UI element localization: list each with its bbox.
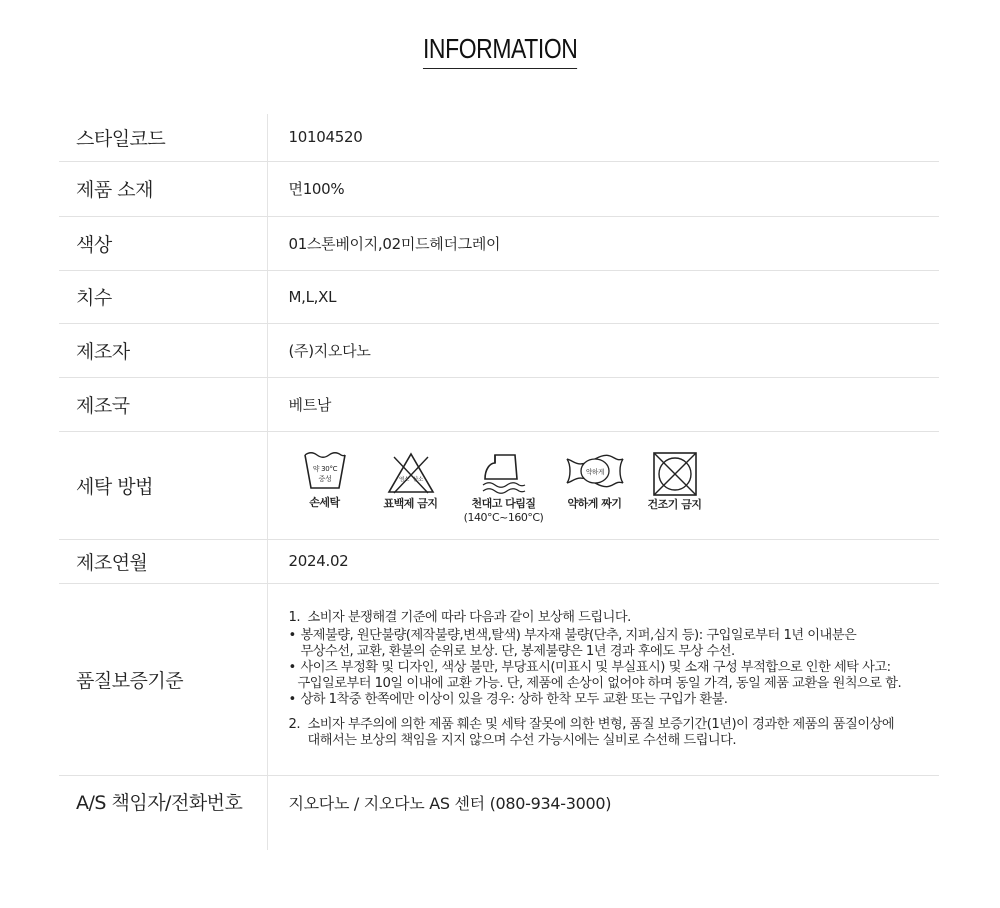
- value-washing: [267, 431, 939, 539]
- care-caption: 약하게 짜기: [567, 496, 622, 510]
- gentle-wring-icon: [565, 451, 625, 491]
- label-as: A/S 책임자/전화번호: [59, 775, 267, 850]
- gentle-wring-text: 약하게: [585, 467, 604, 476]
- quality-item-1-text: 소비자 분쟁해결 기준에 따라 다음과 같이 보상해 드립니다.: [307, 609, 631, 625]
- value-country: 베트남: [267, 377, 939, 431]
- bullet-symbol: •: [288, 691, 296, 707]
- hand-wash-neutral: 중성: [318, 474, 331, 483]
- label-country: 제조국: [59, 377, 267, 431]
- value-size: M,L,XL: [267, 270, 939, 323]
- quality-item-2: [289, 717, 939, 733]
- row-as: [59, 775, 939, 850]
- care-icons: [289, 447, 939, 524]
- hand-wash-icon: [303, 451, 347, 491]
- value-style-code: 10104520: [267, 114, 939, 161]
- quality-bullet-2: [289, 660, 939, 676]
- no-bleach-oxygen: 산소: [412, 476, 423, 483]
- label-maker: 제조자: [59, 323, 267, 377]
- no-bleach-chlorine: 염소: [398, 476, 409, 483]
- label-quality: 품질보증기준: [59, 583, 267, 775]
- label-washing: 세탁 방법: [59, 431, 267, 539]
- row-size: [59, 270, 939, 323]
- care-caption: 손세탁: [309, 495, 340, 509]
- row-material: [59, 161, 939, 216]
- care-caption: 건조기 금지: [647, 497, 702, 511]
- hand-wash-temp: 약 30°C: [312, 464, 337, 473]
- row-date: [59, 539, 939, 583]
- care-item-gentle-wring: [559, 451, 631, 511]
- quality-item-2-line-1: 소비자 부주의에 의한 제품 훼손 및 세탁 잘못에 의한 변형, 품질 보증기간(1년)이 경과한 제품의 품질이상에: [307, 716, 895, 732]
- care-item-hand-wash: [289, 451, 361, 510]
- quality-bullet-3: [289, 692, 939, 708]
- value-as: 지오다노 / 지오다노 AS 센터 (080-934-3000): [288, 793, 612, 813]
- bullet-symbol: •: [288, 627, 296, 643]
- no-bleach-icon: [386, 451, 436, 495]
- row-country: [59, 377, 939, 431]
- row-style-code: [59, 114, 939, 161]
- label-date: 제조연월: [59, 539, 267, 583]
- quality-bullet-1: [289, 628, 939, 644]
- value-material: 면100%: [267, 161, 939, 216]
- row-quality: [59, 583, 939, 775]
- quality-item-2-num: 2.: [288, 716, 301, 732]
- quality-bullet-1-line-2: 무상수선, 교환, 환불의 순위로 보상. 단, 봉제불량은 1년 경과 후에도 무상 수선.: [300, 643, 735, 659]
- label-size: 치수: [59, 270, 267, 323]
- page-title: INFORMATION: [423, 30, 578, 69]
- quality-bullet-1-line-1: 봉제불량, 원단불량(제작불량,변색,탈색) 부자재 불량(단추, 지퍼,심지 등): 구입일로부터 1년 이내분은: [300, 627, 857, 643]
- quality-item-1: [289, 610, 939, 626]
- care-sub-caption: (140°C~160°C): [463, 510, 544, 524]
- quality-terms: [289, 610, 939, 749]
- value-date: 2024.02: [267, 539, 939, 583]
- care-item-no-tumble-dry: [643, 451, 707, 512]
- quality-bullet-2-line-2: 구입일로부터 10일 이내에 교환 가능. 단, 제품에 손상이 없어야 하며 동일 가격, 동일 제품 교환을 원칙으로 함.: [297, 675, 902, 691]
- label-material: 제품 소재: [59, 161, 267, 216]
- value-maker: (주)지오다노: [267, 323, 939, 377]
- label-color: 색상: [59, 216, 267, 270]
- quality-item-2-line-2: 대해서는 보상의 책임을 지지 않으며 수선 가능시에는 실비로 수선해 드립니다.: [307, 732, 737, 748]
- quality-bullet-2-line-1: 사이즈 부정확 및 디자인, 색상 불만, 부당표시(미표시 및 부실표시) 및 소재 구성 부적합으로 인한 세탁 사고:: [300, 659, 891, 675]
- care-caption: 표백제 금지: [383, 496, 438, 510]
- iron-icon: [481, 451, 527, 495]
- value-quality: [267, 583, 939, 775]
- row-maker: [59, 323, 939, 377]
- quality-item-1-num: 1.: [288, 609, 301, 625]
- row-washing: [59, 431, 939, 539]
- page-title-wrap: [0, 30, 1000, 69]
- value-color: 01스톤베이지,02미드헤더그레이: [267, 216, 939, 270]
- care-caption: 천대고 다림질: [471, 496, 536, 510]
- information-table: [59, 114, 939, 850]
- care-item-no-bleach: [373, 451, 449, 511]
- care-item-iron: [461, 451, 547, 524]
- bullet-symbol: •: [288, 659, 296, 675]
- no-tumble-dry-icon: [652, 451, 698, 497]
- row-color: [59, 216, 939, 270]
- label-style-code: 스타일코드: [59, 114, 267, 161]
- quality-bullet-3-text: 상하 1착중 한쪽에만 이상이 있을 경우: 상하 한착 모두 교환 또는 구입가 환불.: [300, 691, 728, 707]
